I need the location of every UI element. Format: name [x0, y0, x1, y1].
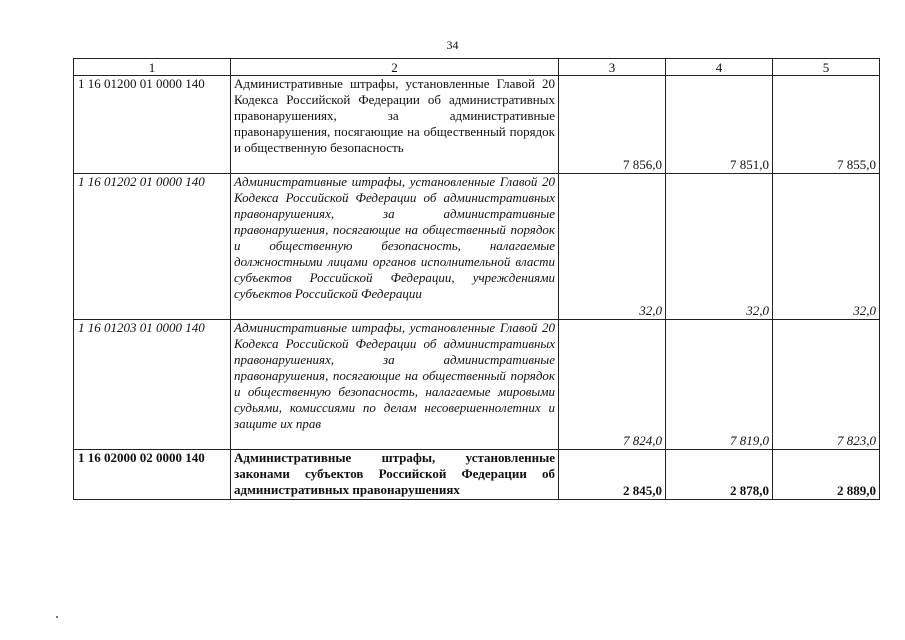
column-header: 1 — [74, 59, 231, 76]
page-number: 34 — [446, 38, 459, 52]
value-col-4: 7 851,0 — [666, 76, 773, 174]
column-header: 5 — [773, 59, 880, 76]
value-col-4: 32,0 — [666, 174, 773, 320]
value-col-5: 7 855,0 — [773, 76, 880, 174]
value-col-3: 7 824,0 — [559, 320, 666, 450]
revenue-description: Административные штрафы, установленные Главой 20 Кодекса Российской Федерации об административных правонарушениях, за административные правонарушения, посягающие на общественный порядок и общественную безопасность, налагаемые должностными лицами органов исполнительной власти субъектов Российской Федерации, учреждениями субъектов Российской Федерации — [231, 174, 559, 320]
revenue-code: 1 16 01200 01 0000 140 — [74, 76, 231, 174]
revenue-table — [73, 58, 880, 500]
table-row — [74, 174, 880, 320]
value-col-5: 2 889,0 — [773, 450, 880, 500]
column-header: 3 — [559, 59, 666, 76]
revenue-description: Административные штрафы, установленные Главой 20 Кодекса Российской Федерации об административных правонарушениях, за административные правонарушения, посягающие на общественный порядок и общественную безопасность — [231, 76, 559, 174]
revenue-description: Административные штрафы, установленные Главой 20 Кодекса Российской Федерации об административных правонарушениях, за административные правонарушения, посягающие на общественный порядок и общественную безопасность, налагаемые мировыми судьями, комиссиями по делам несовершеннолетних и защите их прав — [231, 320, 559, 450]
table-header-row — [74, 59, 880, 76]
table-row — [74, 450, 880, 500]
column-header: 4 — [666, 59, 773, 76]
value-col-4: 2 878,0 — [666, 450, 773, 500]
table-row — [74, 76, 880, 174]
value-col-4: 7 819,0 — [666, 320, 773, 450]
table-row — [74, 320, 880, 450]
column-header: 2 — [231, 59, 559, 76]
value-col-5: 32,0 — [773, 174, 880, 320]
revenue-code: 1 16 01203 01 0000 140 — [74, 320, 231, 450]
value-col-3: 32,0 — [559, 174, 666, 320]
value-col-5: 7 823,0 — [773, 320, 880, 450]
revenue-description: Административные штрафы, установленные законами субъектов Российской Федерации об административных правонарушениях — [231, 450, 559, 500]
scan-speck — [56, 616, 58, 618]
value-col-3: 7 856,0 — [559, 76, 666, 174]
revenue-code: 1 16 01202 01 0000 140 — [74, 174, 231, 320]
value-col-3: 2 845,0 — [559, 450, 666, 500]
revenue-code: 1 16 02000 02 0000 140 — [74, 450, 231, 500]
